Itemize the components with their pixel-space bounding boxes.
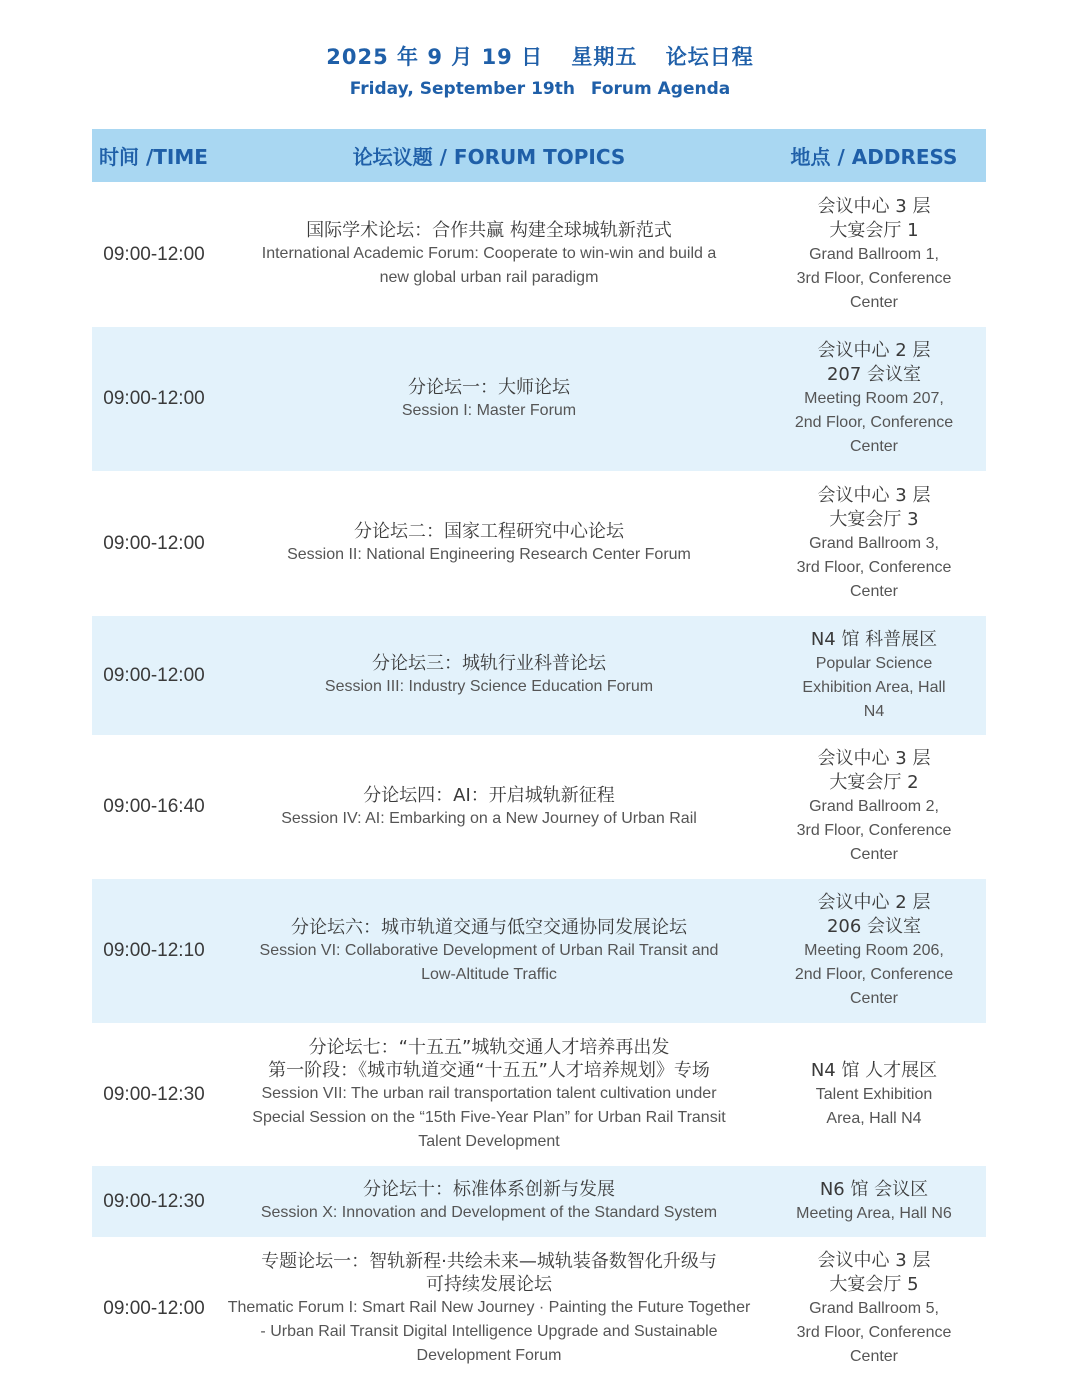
address-en-line: 3rd Floor, Conference [796, 558, 952, 576]
address-cell [762, 1178, 986, 1226]
address-en-line: 3rd Floor, Conference [796, 1324, 952, 1341]
address-cn-line: 会议中心 3 层 [817, 748, 931, 769]
address-cell [762, 339, 986, 459]
address-cell [762, 1249, 986, 1369]
address-en-line: Center [849, 1348, 899, 1365]
address-cn-line: 会议中心 2 层 [817, 340, 931, 361]
topic-cn-line: 分论坛一：大师论坛 [408, 376, 570, 398]
topic-en-line: new global urban rail paradigm [379, 269, 599, 286]
table-row [92, 616, 986, 735]
column-header-topic: 论坛议题 / FORUM TOPICS [352, 145, 626, 169]
topic-en-line: Session IV: AI: Embarking on a New Journey of Urban Rail [281, 809, 697, 827]
address-en-line: 2nd Floor, Conference [794, 966, 954, 983]
time-cell: 09:00-12:30 [103, 1190, 205, 1212]
topic-cell [216, 520, 762, 567]
time-cell: 09:00-12:00 [103, 243, 205, 265]
address-en-line: Grand Ballroom 2, [809, 798, 939, 815]
date-en: Friday, September 19th [349, 79, 575, 99]
topic-cn-line: 分论坛三：城轨行业科普论坛 [372, 653, 606, 674]
agenda-title-cn: 论坛日程 [665, 45, 754, 69]
address-cell [762, 1059, 986, 1131]
table-row [92, 327, 986, 471]
topic-cell [216, 219, 762, 290]
topic-cell [216, 916, 762, 987]
address-cn-line: 会议中心 3 层 [817, 1250, 931, 1271]
table-row [92, 1023, 986, 1166]
topic-cn-line: 可持续发展论坛 [426, 1274, 552, 1295]
topic-en-line: Session VII: The urban rail transportation talent cultivation under [261, 1084, 717, 1102]
address-en-line: Meeting Area, Hall N6 [796, 1204, 952, 1222]
topic-en-line: Low-Altitude Traffic [421, 965, 557, 983]
address-en-line: Center [849, 990, 899, 1007]
address-cn-line: N4 馆 人才展区 [810, 1059, 938, 1081]
address-cn-line: 会议中心 3 层 [817, 195, 931, 217]
topic-cn-line: 国际学术论坛：合作共赢 构建全球城轨新范式 [306, 220, 672, 241]
topic-cell [216, 1036, 762, 1154]
address-en-line: Meeting Room 207, [804, 390, 944, 407]
agenda-title-en: Forum Agenda [590, 79, 731, 99]
address-en-line: Grand Ballroom 1, [809, 245, 939, 263]
time-cell: 09:00-12:00 [103, 388, 205, 409]
address-en-line: Center [849, 438, 899, 455]
page-header [0, 40, 1080, 104]
topic-cn-line: 分论坛七：“十五五”城轨交通人才培养再出发 [308, 1036, 670, 1058]
address-en-line: 3rd Floor, Conference [796, 269, 952, 287]
topic-cell [216, 1178, 762, 1225]
address-en-line: Popular Science [815, 654, 933, 672]
address-en-line: Center [849, 846, 899, 863]
address-cn-line: N6 馆 会议区 [819, 1178, 929, 1200]
topic-en-line: Talent Development [418, 1132, 560, 1150]
topic-en-line: Session I: Master Forum [401, 401, 577, 419]
address-en-line: 2nd Floor, Conference [794, 414, 954, 431]
address-cn-line: 大宴会厅 3 [829, 508, 919, 530]
address-cell [762, 484, 986, 604]
address-en-line: Center [849, 582, 899, 600]
page-title-cn [0, 40, 1080, 74]
address-cell [762, 747, 986, 867]
address-cn-line: N4 馆 科普展区 [810, 628, 938, 650]
time-cell: 09:00-16:40 [103, 796, 205, 817]
address-en-line: Grand Ballroom 5, [809, 1300, 939, 1317]
address-cn-line: 206 会议室 [826, 916, 922, 937]
topic-en-line: Session III: Industry Science Education Forum [324, 678, 654, 695]
topic-cell [216, 1250, 762, 1368]
address-en-line: 3rd Floor, Conference [796, 822, 952, 839]
time-cell: 09:00-12:00 [103, 664, 205, 686]
topic-en-line: International Academic Forum: Cooperate to win-win and build a [261, 245, 717, 262]
address-cn-line: 会议中心 2 层 [817, 892, 931, 913]
address-cn-line: 大宴会厅 1 [829, 219, 919, 241]
address-en-line: Area, Hall N4 [826, 1109, 922, 1127]
address-cn-line: 207 会议室 [826, 364, 922, 385]
topic-cn-line: 分论坛六：城市轨道交通与低空交通协同发展论坛 [291, 916, 687, 938]
topic-cn-line: 分论坛四：AI：开启城轨新征程 [363, 784, 615, 806]
page-title-en [0, 74, 1080, 104]
topic-cell [216, 376, 762, 423]
topic-cn-line: 专题论坛一：智轨新程·共绘未来—城轨装备数智化升级与 [261, 1251, 717, 1272]
address-cell [762, 628, 986, 724]
topic-en-line: Special Session on the “15th Five-Year Plan” for Urban Rail Transit [252, 1108, 726, 1126]
address-cell [762, 195, 986, 315]
agenda-table [92, 129, 986, 1381]
address-cn-line: 大宴会厅 5 [829, 1274, 919, 1295]
table-body [92, 182, 986, 1381]
topic-en-line: - Urban Rail Transit Digital Intelligence Upgrade and Sustainable [260, 1323, 718, 1340]
topic-cell [216, 784, 762, 831]
address-cn-line: 大宴会厅 2 [829, 772, 919, 793]
topic-en-line: Session II: National Engineering Research Center Forum [287, 546, 691, 563]
table-row [92, 471, 986, 616]
topic-cell [216, 652, 762, 699]
time-cell: 09:00-12:00 [103, 1298, 205, 1319]
table-row [92, 1237, 986, 1381]
time-cell: 09:00-12:30 [103, 1083, 205, 1105]
address-en-line: Meeting Room 206, [804, 942, 944, 959]
address-en-line: Center [849, 293, 899, 311]
weekday-cn: 星期五 [571, 45, 638, 69]
column-header-time: 时间 /TIME [99, 145, 208, 169]
address-en-line: Exhibition Area, Hall [802, 678, 946, 696]
topic-en-line: Development Forum [416, 1347, 562, 1364]
topic-en-line: Session VI: Collaborative Development of Urban Rail Transit and [259, 941, 719, 959]
table-row [92, 182, 986, 327]
address-cell [762, 891, 986, 1011]
table-row [92, 735, 986, 879]
time-cell: 09:00-12:00 [103, 532, 205, 554]
topic-en-line: Thematic Forum I: Smart Rail New Journey · Painting the Future Together [227, 1299, 751, 1316]
table-header [92, 129, 986, 182]
address-en-line: N4 [863, 702, 885, 720]
time-cell: 09:00-12:10 [103, 940, 205, 961]
address-cn-line: 会议中心 3 层 [817, 484, 931, 506]
column-header-address: 地点 / ADDRESS [790, 145, 958, 169]
topic-en-line: Session X: Innovation and Development of the Standard System [260, 1204, 718, 1221]
table-row [92, 1166, 986, 1237]
table-row [92, 879, 986, 1023]
topic-cn-line: 第一阶段：《城市轨道交通“十五五”人才培养规划》专场 [268, 1059, 710, 1081]
address-en-line: Talent Exhibition [815, 1085, 933, 1103]
topic-cn-line: 分论坛二：国家工程研究中心论坛 [354, 521, 624, 542]
address-en-line: Grand Ballroom 3, [809, 534, 939, 552]
topic-cn-line: 分论坛十：标准体系创新与发展 [363, 1179, 615, 1200]
date-cn: 2025 年 9 月 19 日 [326, 45, 544, 69]
